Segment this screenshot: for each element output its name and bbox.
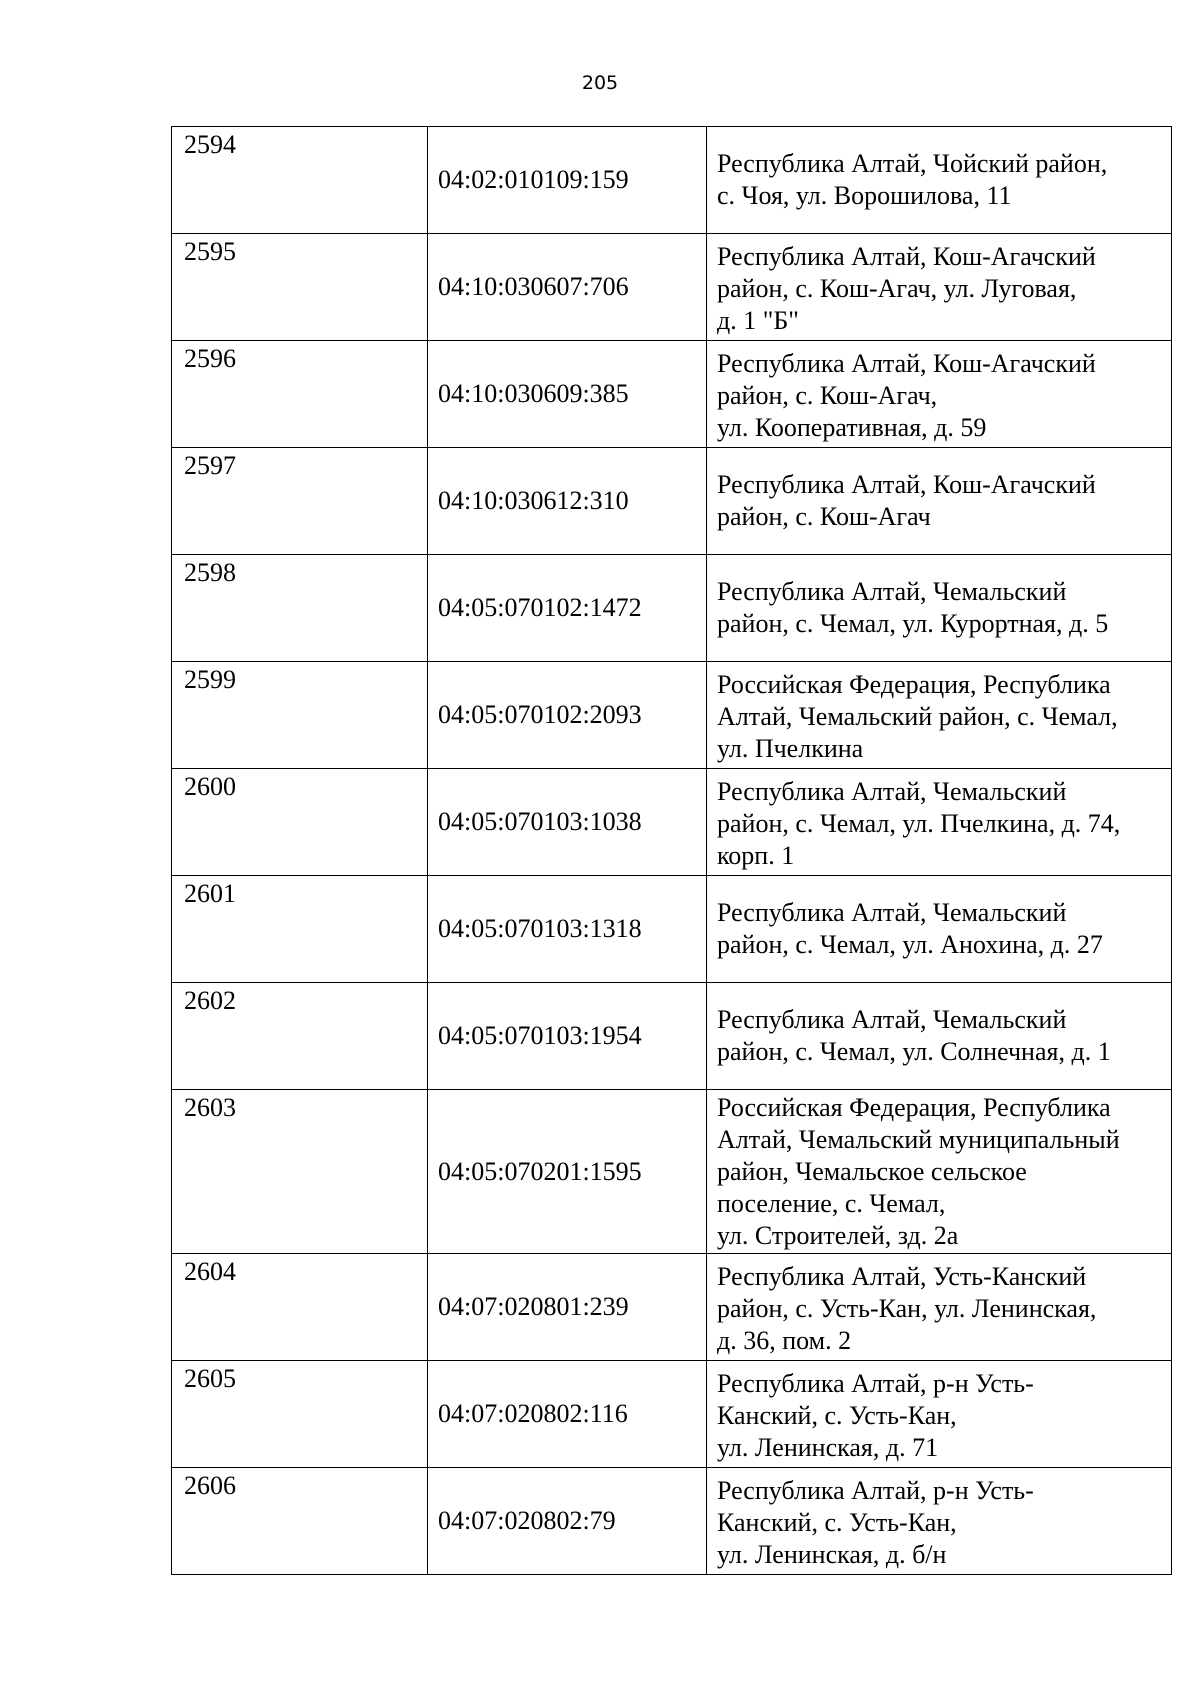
table-row: [172, 448, 1172, 555]
cadastral-number: 04:05:070103:1038: [428, 769, 707, 876]
table-row: [172, 983, 1172, 1090]
table-row: [172, 1254, 1172, 1361]
row-number: 2605: [172, 1361, 428, 1468]
table-row: [172, 555, 1172, 662]
address: Республика Алтай, Чойский район, с. Чоя, ул. Ворошилова, 11: [707, 127, 1172, 234]
cadastral-number: 04:05:070201:1595: [428, 1090, 707, 1254]
row-number: 2596: [172, 341, 428, 448]
address: Республика Алтай, Чемальский район, с. Чемал, ул. Анохина, д. 27: [707, 876, 1172, 983]
row-number: 2594: [172, 127, 428, 234]
address: Республика Алтай, Чемальский район, с. Чемал, ул. Курортная, д. 5: [707, 555, 1172, 662]
table-row: [172, 662, 1172, 769]
table-row: [172, 1361, 1172, 1468]
address: Республика Алтай, р-н Усть- Канский, с. Усть-Кан, ул. Ленинская, д. 71: [707, 1361, 1172, 1468]
page-number: 205: [581, 72, 619, 94]
table-row: [172, 769, 1172, 876]
registry-table: [171, 126, 1172, 1575]
row-number: 2600: [172, 769, 428, 876]
cadastral-number: 04:05:070103:1318: [428, 876, 707, 983]
table-row: [172, 1090, 1172, 1254]
address: Российская Федерация, Республика Алтай, Чемальский район, с. Чемал, ул. Пчелкина: [707, 662, 1172, 769]
table-row: [172, 876, 1172, 983]
row-number: 2595: [172, 234, 428, 341]
cadastral-number: 04:05:070102:1472: [428, 555, 707, 662]
row-number: 2599: [172, 662, 428, 769]
row-number: 2597: [172, 448, 428, 555]
cadastral-number: 04:10:030607:706: [428, 234, 707, 341]
cadastral-number: 04:02:010109:159: [428, 127, 707, 234]
table-row: [172, 234, 1172, 341]
address: Республика Алтай, Кош-Агачский район, с. Кош-Агач, ул. Кооперативная, д. 59: [707, 341, 1172, 448]
address: Республика Алтай, Кош-Агачский район, с. Кош-Агач, ул. Луговая, д. 1 "Б": [707, 234, 1172, 341]
row-number: 2598: [172, 555, 428, 662]
address: Республика Алтай, Чемальский район, с. Чемал, ул. Пчелкина, д. 74, корп. 1: [707, 769, 1172, 876]
row-number: 2603: [172, 1090, 428, 1254]
address: Республика Алтай, Усть-Канский район, с. Усть-Кан, ул. Ленинская, д. 36, пом. 2: [707, 1254, 1172, 1361]
cadastral-number: 04:07:020801:239: [428, 1254, 707, 1361]
table-row: [172, 127, 1172, 234]
cadastral-number: 04:07:020802:116: [428, 1361, 707, 1468]
row-number: 2602: [172, 983, 428, 1090]
table-row: [172, 341, 1172, 448]
row-number: 2601: [172, 876, 428, 983]
table-row: [172, 1468, 1172, 1575]
cadastral-number: 04:07:020802:79: [428, 1468, 707, 1575]
cadastral-number: 04:05:070103:1954: [428, 983, 707, 1090]
address: Республика Алтай, Кош-Агачский район, с. Кош-Агач: [707, 448, 1172, 555]
address: Российская Федерация, Республика Алтай, Чемальский муниципальный район, Чемальское сельское поселение, с. Чемал, ул. Строителей, зд. 2а: [707, 1090, 1172, 1254]
row-number: 2606: [172, 1468, 428, 1575]
address: Республика Алтай, Чемальский район, с. Чемал, ул. Солнечная, д. 1: [707, 983, 1172, 1090]
cadastral-number: 04:05:070102:2093: [428, 662, 707, 769]
cadastral-number: 04:10:030609:385: [428, 341, 707, 448]
cadastral-number: 04:10:030612:310: [428, 448, 707, 555]
address: Республика Алтай, р-н Усть- Канский, с. Усть-Кан, ул. Ленинская, д. б/н: [707, 1468, 1172, 1575]
row-number: 2604: [172, 1254, 428, 1361]
